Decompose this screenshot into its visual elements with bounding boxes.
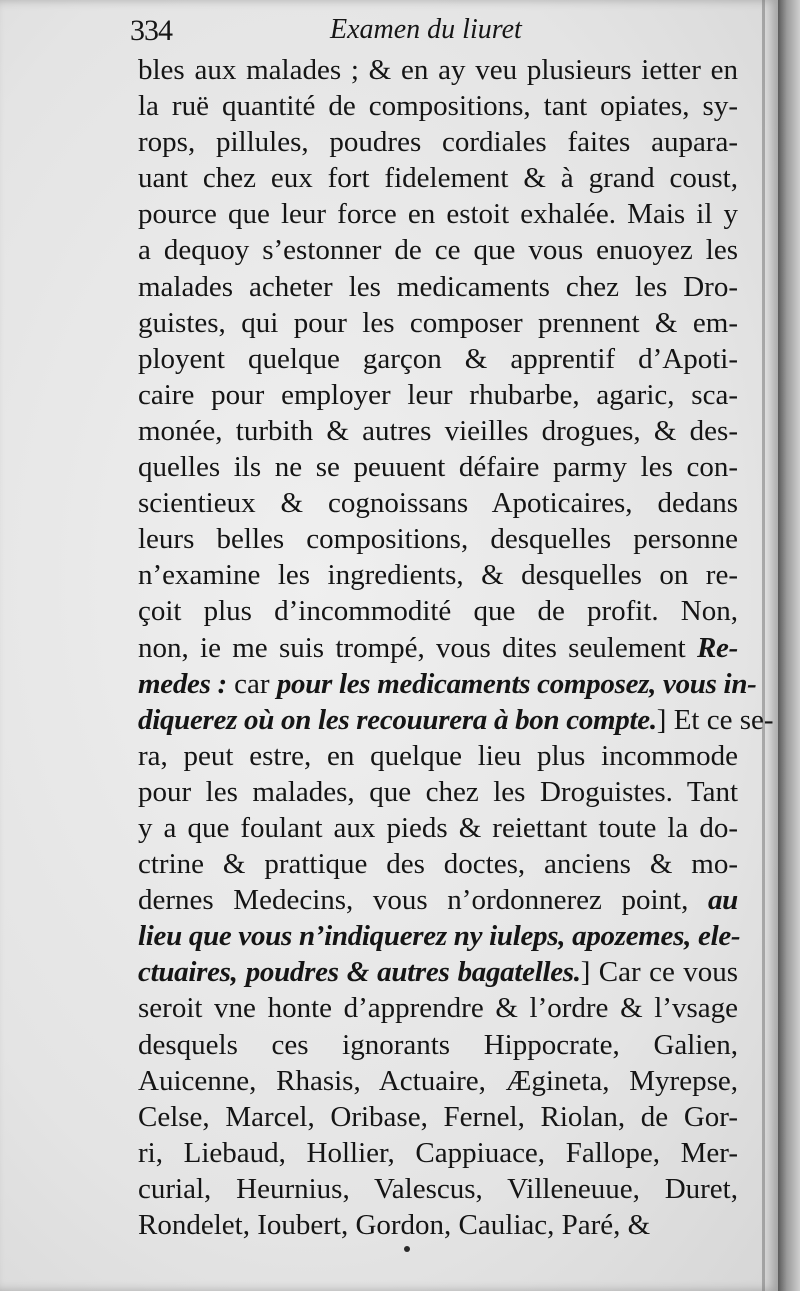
text-segment: Rondelet, Ioubert, Gordon, Cauliac, Paré, & xyxy=(138,1209,651,1241)
italic-segment: ctuaires, poudres & autres bagatelles. xyxy=(138,956,581,989)
text-segment: çoit plus d’incommodité que de profit. Non, xyxy=(138,595,738,628)
text-segment: bles aux malades ; & en ay veu plusieurs ietter en xyxy=(138,54,738,86)
text-line xyxy=(138,882,738,918)
text-line xyxy=(138,1207,738,1243)
page-gutter xyxy=(762,0,765,1291)
italic-segment: pour les medicaments composez, vous in- xyxy=(276,667,757,700)
text-line xyxy=(138,413,738,449)
text-segment: rops, pillules, poudres cordiales faites aupara- xyxy=(138,126,738,159)
page-edge-shadow xyxy=(778,0,800,1291)
text-line xyxy=(138,1027,738,1063)
text-segment: a dequoy s’estonner de ce que vous enuoyez les xyxy=(138,234,738,267)
italic-segment: lieu que vous n’indiquerez ny iuleps, apozemes, ele- xyxy=(138,920,741,953)
text-segment: leurs belles compositions, desquelles personne xyxy=(138,523,738,556)
text-line xyxy=(138,196,738,232)
text-line xyxy=(138,990,738,1026)
text-line xyxy=(138,305,738,341)
text-line xyxy=(138,593,738,629)
text-line xyxy=(138,521,738,557)
text-line xyxy=(138,52,738,88)
italic-segment: Re- xyxy=(697,631,738,664)
text-line xyxy=(138,1135,738,1171)
text-line xyxy=(138,232,738,268)
text-line xyxy=(138,485,738,521)
text-segment: uant chez eux fort fidelement & à grand coust, xyxy=(138,162,738,195)
text-segment: ctrine & prattique des doctes, anciens & mo- xyxy=(138,848,738,881)
text-segment: pource que leur force en estoit exhalée. Mais il y xyxy=(138,198,738,231)
text-line xyxy=(138,1099,738,1135)
text-segment: la ruë quantité de compositions, tant opiates, sy- xyxy=(138,90,738,123)
text-line xyxy=(138,846,738,882)
page-header xyxy=(130,8,750,48)
running-title: Examen du liuret xyxy=(330,14,522,45)
text-segment: curial, Heurnius, Valescus, Villeneuue, Duret, xyxy=(138,1172,738,1205)
page-number: 334 xyxy=(130,14,172,47)
text-segment: Auicenne, Rhasis, Actuaire, Ægineta, Myrepse, xyxy=(138,1064,738,1097)
text-line xyxy=(138,738,738,774)
text-segment: dernes Medecins, vous n’ordonnerez point, xyxy=(138,884,708,917)
italic-segment: au xyxy=(707,884,738,917)
text-line xyxy=(138,1063,738,1099)
text-line xyxy=(138,1171,738,1207)
text-segment: seroit vne honte d’apprendre & l’ordre & l’vsage xyxy=(138,992,738,1025)
text-segment: Celse, Marcel, Oribase, Fernel, Riolan, de Gor- xyxy=(138,1100,738,1133)
text-segment: ri, Liebaud, Hollier, Cappiuace, Fallope, Mer- xyxy=(138,1136,738,1169)
text-segment: ra, peut estre, en quelque lieu plus incommode xyxy=(138,739,738,772)
text-segment: desquels ces ignorants Hippocrate, Galien, xyxy=(138,1028,738,1061)
text-segment: ployent quelque garçon & apprentif d’Apoti- xyxy=(138,342,738,375)
text-line xyxy=(138,630,738,666)
text-line xyxy=(138,918,741,954)
text-segment: ] Et ce se- xyxy=(656,703,774,736)
text-line xyxy=(138,269,738,305)
text-segment: scientieux & cognoissans Apoticaires, dedans xyxy=(138,487,738,520)
text-segment: pour les malades, que chez les Droguistes. Tant xyxy=(138,775,738,808)
text-line xyxy=(138,954,738,990)
text-segment: quelles ils ne se peuuent défaire parmy les con- xyxy=(138,451,738,484)
text-line xyxy=(138,124,738,160)
text-line xyxy=(138,449,738,485)
text-line xyxy=(138,88,738,124)
text-line xyxy=(138,160,738,196)
text-line xyxy=(138,810,738,846)
text-line xyxy=(138,666,757,702)
text-segment: ] Car ce vous xyxy=(580,956,738,989)
text-segment: caire pour employer leur rhubarbe, agaric, sca- xyxy=(138,378,738,411)
text-segment: malades acheter les medicaments chez les Dro- xyxy=(138,270,738,303)
text-segment: monée, turbith & autres vieilles drogues, & des- xyxy=(138,414,738,447)
ink-dot xyxy=(404,1246,410,1252)
text-segment: non, ie me suis trompé, vous dites seulement xyxy=(138,631,698,664)
text-line xyxy=(138,377,738,413)
text-segment: guistes, qui pour les composer prennent & em- xyxy=(138,306,738,339)
italic-segment: diquerez où on les recouurera à bon compte. xyxy=(138,703,657,736)
text-segment: y a que foulant aux pieds & reiettant toute la do- xyxy=(138,811,738,844)
body-text xyxy=(138,52,774,1243)
text-line xyxy=(138,341,738,377)
text-segment: n’examine les ingredients, & desquelles on re- xyxy=(138,559,738,592)
text-line xyxy=(138,702,774,738)
text-line xyxy=(138,774,738,810)
italic-segment: medes : xyxy=(138,667,227,700)
text-segment: car xyxy=(226,667,277,700)
text-line xyxy=(138,557,738,593)
